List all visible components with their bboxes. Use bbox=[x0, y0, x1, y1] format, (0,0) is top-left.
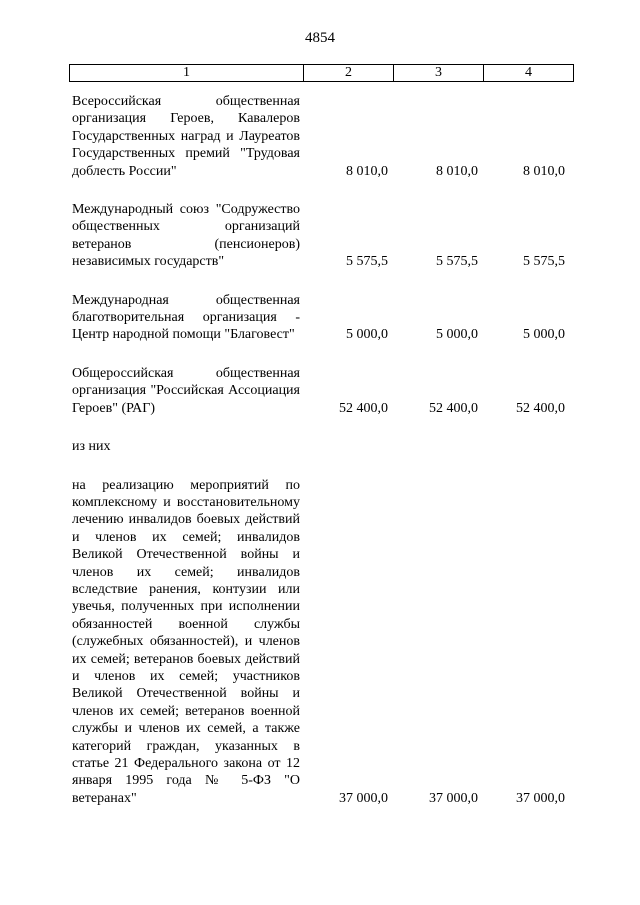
value-col-4: 52 400,0 bbox=[516, 400, 565, 416]
value-col-3: 8 010,0 bbox=[436, 163, 478, 179]
table-body bbox=[72, 93, 572, 828]
organization-name: Международный союз "Содружество общественных организаций ветеранов (пенсионеров) независимых государств" bbox=[72, 202, 300, 270]
purpose-description: на реализацию мероприятий по комплексному и восстановительному лечению инвалидов боевых действий и членов их семей; инвалидов Великой Отечественной войны и членов их семей; инвалидов вследствие ранения, контузии или увечья, полученных при исполнении обязанностей военной службы (служебных обязанностей), и членов их семей; ветеранов боевых действий и членов их семей; участников Великой Отечественной войны и членов их семей; ветеранов военной службы и членов их семей, а также категорий граждан, указанных в статье 21 Федерального закона от 12 января 1995 года № 5-ФЗ "О ветеранах" bbox=[72, 477, 300, 806]
table-row bbox=[72, 477, 572, 808]
table-row bbox=[72, 365, 572, 417]
organization-name: Всероссийская общественная организация Героев, Кавалеров Государственных наград и Лауреатов Государственных премий "Трудовая доблесть России" bbox=[72, 94, 300, 179]
value-col-4: 37 000,0 bbox=[516, 790, 565, 806]
organization-name: Общероссийская общественная организация "Российская Ассоциация Героев" (РАГ) bbox=[72, 365, 300, 416]
organization-name: Международная общественная благотворительная организация - Центр народной помощи "Благовест" bbox=[72, 292, 300, 343]
value-col-2: 5 000,0 bbox=[346, 327, 388, 343]
header-cell-1: 1 bbox=[70, 65, 304, 82]
value-col-2: 52 400,0 bbox=[339, 400, 388, 416]
value-col-4: 8 010,0 bbox=[523, 163, 565, 179]
value-col-2: 8 010,0 bbox=[346, 163, 388, 179]
value-col-2: 37 000,0 bbox=[339, 790, 388, 806]
table-row bbox=[72, 438, 572, 455]
page-number: 4854 bbox=[305, 30, 335, 46]
table-row bbox=[72, 292, 572, 344]
value-col-4: 5 000,0 bbox=[523, 327, 565, 343]
value-col-2: 5 575,5 bbox=[346, 254, 388, 270]
header-cell-2: 2 bbox=[304, 65, 394, 82]
value-col-4: 5 575,5 bbox=[523, 254, 565, 270]
table-header bbox=[69, 64, 574, 82]
header-cell-4: 4 bbox=[484, 65, 574, 82]
table-row bbox=[72, 201, 572, 271]
table-row bbox=[72, 93, 572, 180]
value-col-3: 5 575,5 bbox=[436, 254, 478, 270]
header-cell-3: 3 bbox=[394, 65, 484, 82]
value-col-3: 37 000,0 bbox=[429, 790, 478, 806]
value-col-3: 5 000,0 bbox=[436, 327, 478, 343]
value-col-3: 52 400,0 bbox=[429, 400, 478, 416]
subheading-label: из них bbox=[72, 439, 111, 455]
